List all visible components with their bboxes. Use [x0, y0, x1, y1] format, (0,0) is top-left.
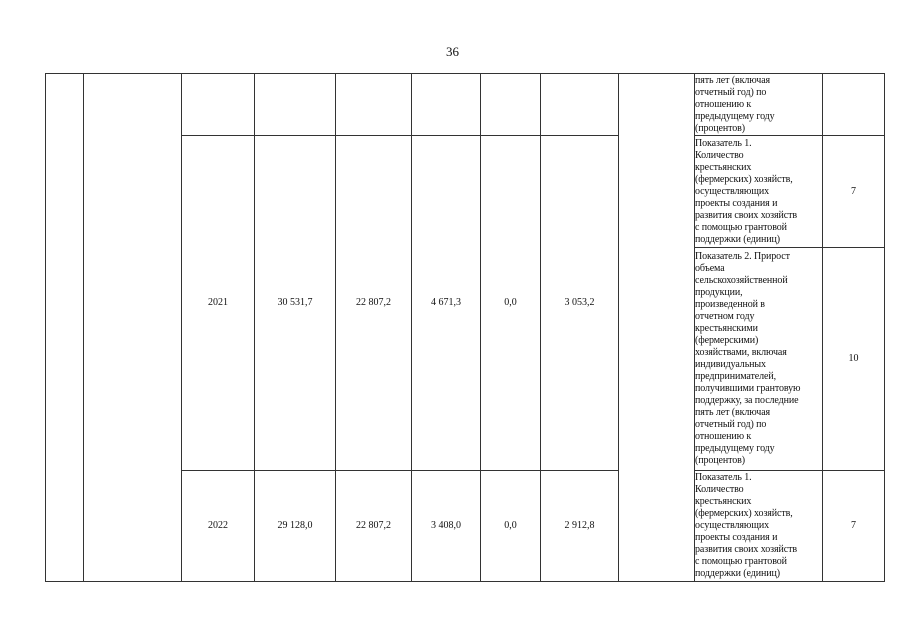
- table-row: [46, 74, 885, 136]
- name-cell: [84, 74, 182, 582]
- extra-cell: [541, 74, 619, 136]
- total-cell: 29 128,0: [255, 471, 336, 582]
- financing-table: [45, 73, 885, 582]
- indicator-cell: Показатель 1. Количество крестьянских (фермерских) хозяйств, осуществляющих проекты создания и развития своих хозяйств с помощью грантовой поддержки (единиц): [695, 471, 823, 582]
- federal-cell: 22 807,2: [336, 136, 412, 471]
- indicator-value-cell: 7: [823, 471, 885, 582]
- extra-cell: 3 053,2: [541, 136, 619, 471]
- indicator-value-cell: 10: [823, 248, 885, 471]
- number-cell: [46, 74, 84, 582]
- indicator-value-cell: 7: [823, 136, 885, 248]
- local-cell: [481, 74, 541, 136]
- regional-cell: 4 671,3: [412, 136, 481, 471]
- year-cell: 2022: [182, 471, 255, 582]
- indicator-cell: Показатель 1. Количество крестьянских (фермерских) хозяйств, осуществляющих проекты создания и развития своих хозяйств с помощью грантовой поддержки (единиц): [695, 136, 823, 248]
- regional-cell: 3 408,0: [412, 471, 481, 582]
- regional-cell: [412, 74, 481, 136]
- indicator-cell: пять лет (включая отчетный год) по отношению к предыдущему году (процентов): [695, 74, 823, 136]
- page-number: 36: [446, 44, 459, 59]
- local-cell: 0,0: [481, 471, 541, 582]
- total-cell: 30 531,7: [255, 136, 336, 471]
- federal-cell: 22 807,2: [336, 471, 412, 582]
- year-cell: [182, 74, 255, 136]
- total-cell: [255, 74, 336, 136]
- year-cell: 2021: [182, 136, 255, 471]
- federal-cell: [336, 74, 412, 136]
- executor-cell: [619, 74, 695, 582]
- indicator-value-cell: [823, 74, 885, 136]
- extra-cell: 2 912,8: [541, 471, 619, 582]
- indicator-cell: Показатель 2. Прирост объема сельскохозяйственной продукции, произведенной в отчетном году крестьянскими (фермерскими) хозяйствами, включая индивидуальных предпринимателей, получившими грантовую поддержку, за последние пять лет (включая отчетный год) по отношению к предыдущему году (процентов): [695, 248, 823, 471]
- local-cell: 0,0: [481, 136, 541, 471]
